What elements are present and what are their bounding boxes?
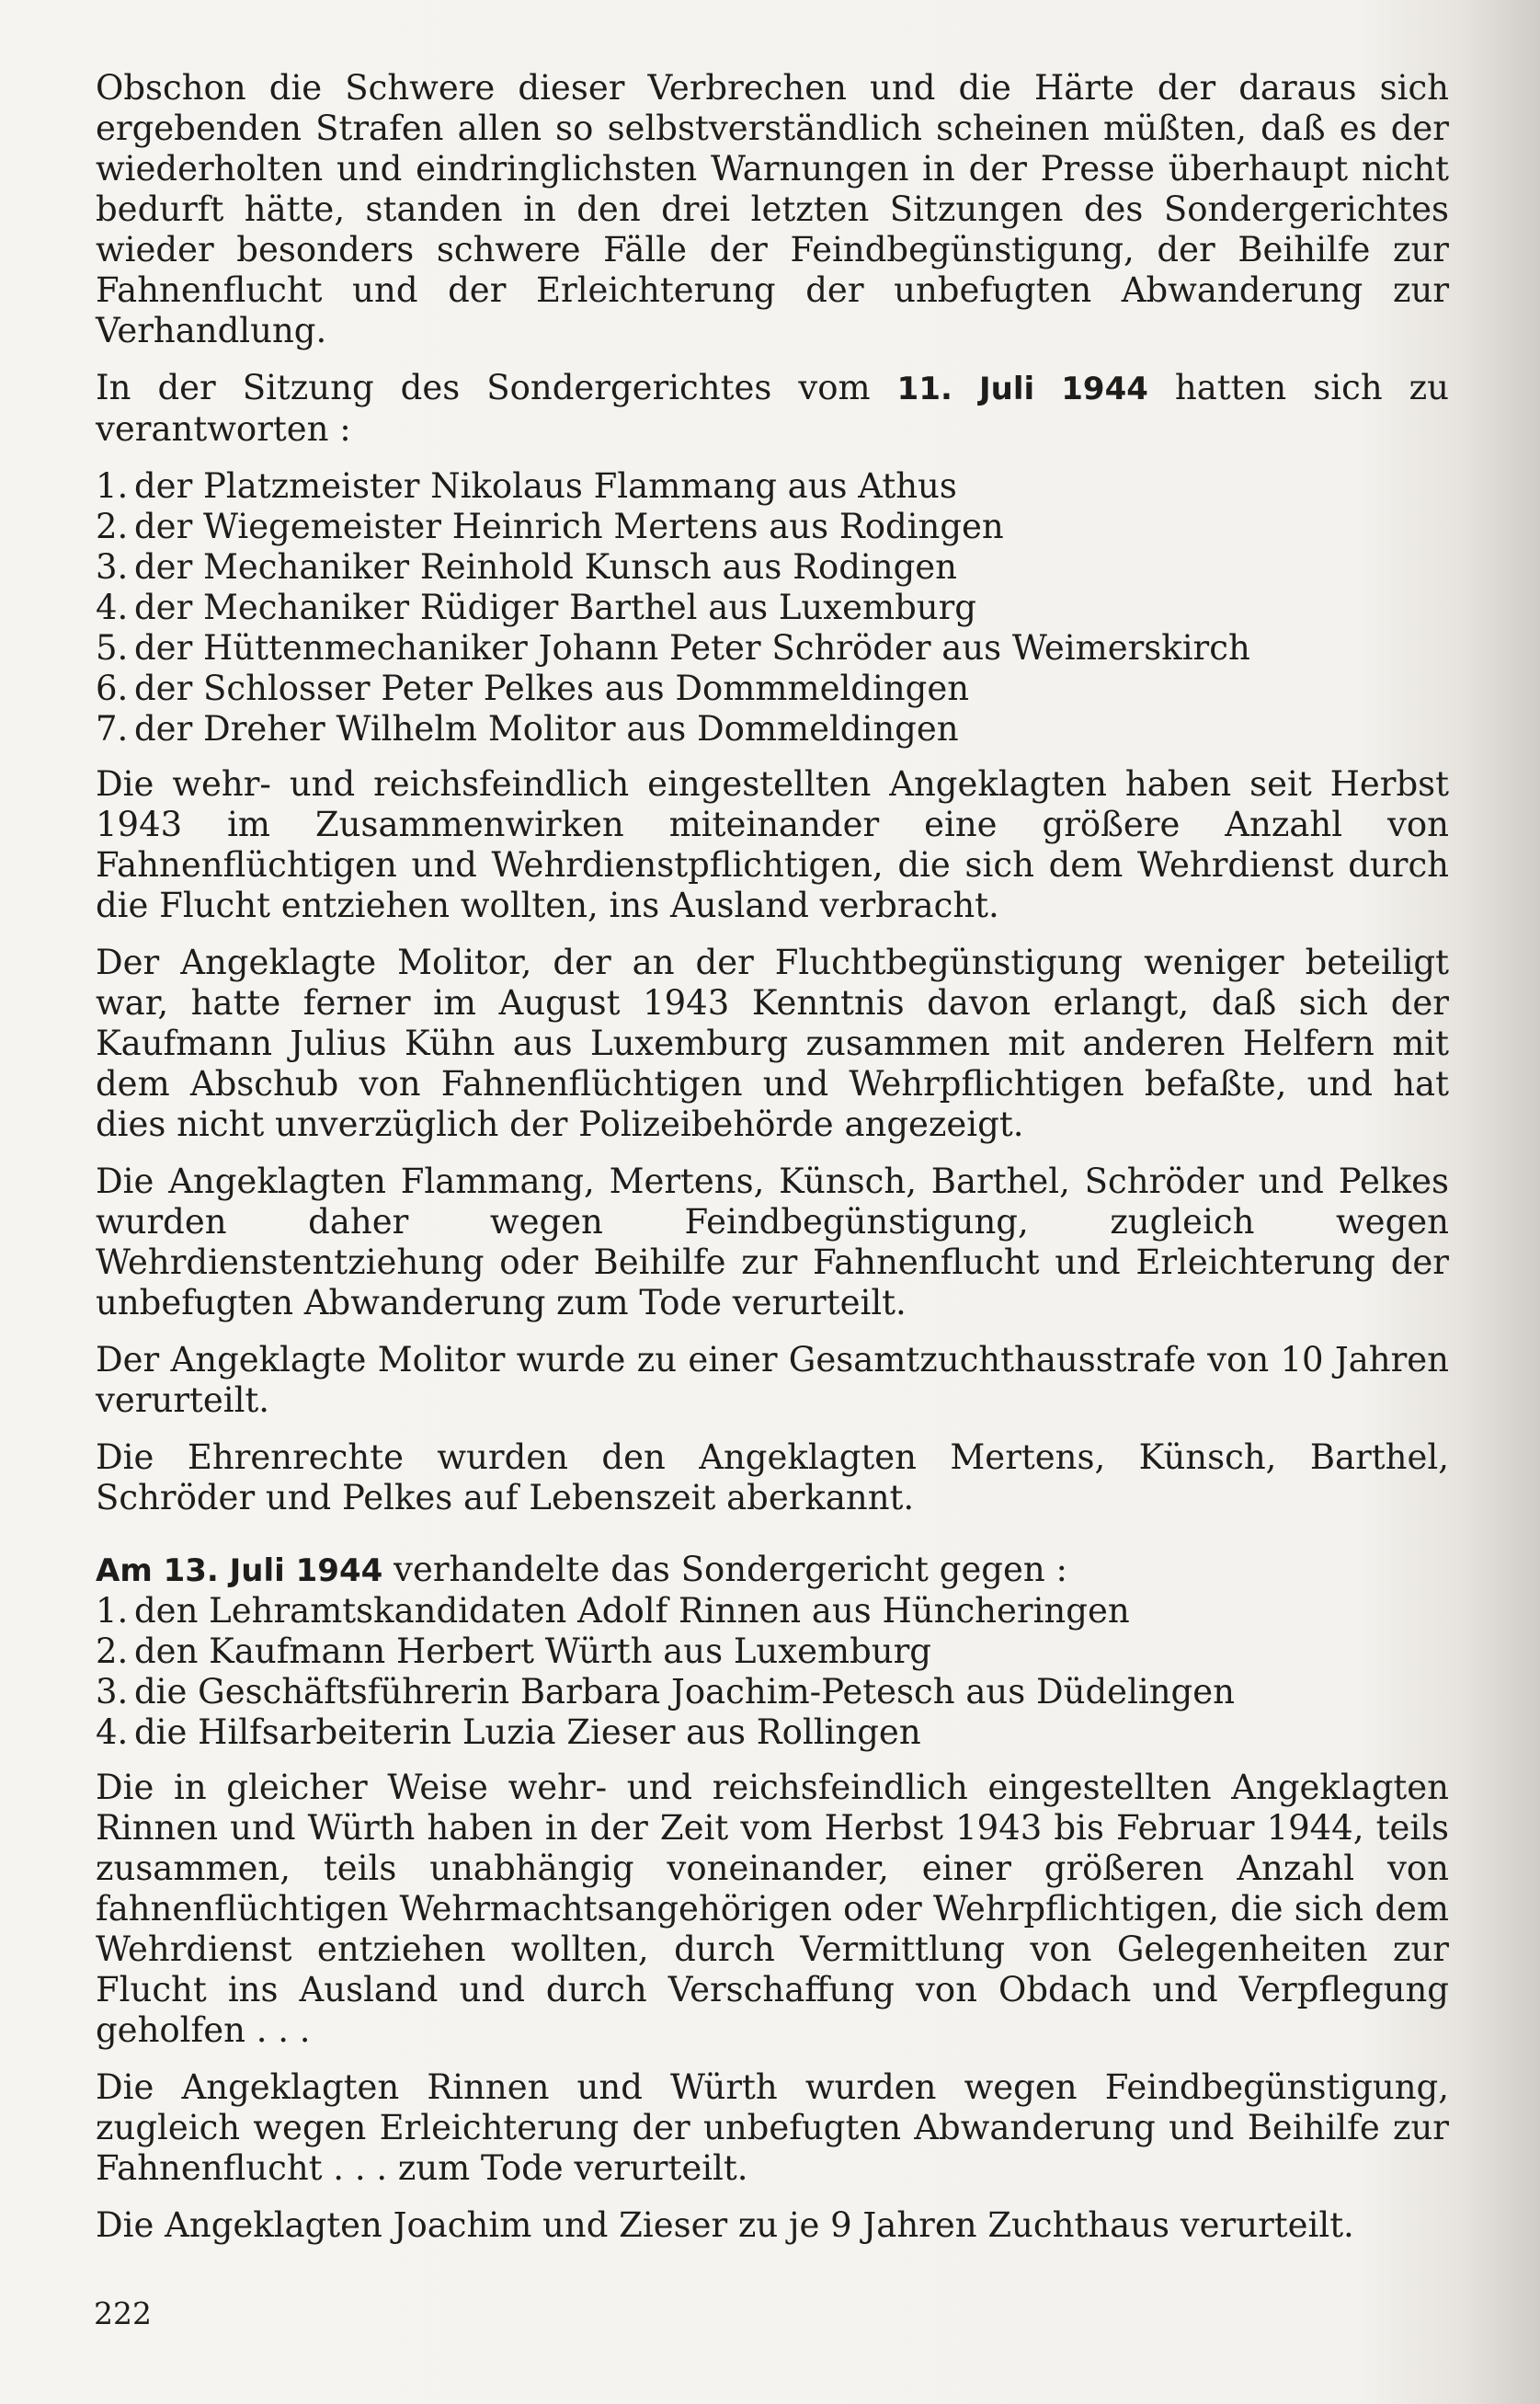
list-item: 1. den Lehramtskandidaten Adolf Rinnen aus Hüncheringen [96, 1591, 1130, 1631]
list-item: 1. der Platzmeister Nikolaus Flammang aus Athus [96, 466, 957, 506]
body-text [96, 68, 1449, 2262]
page-number: 222 [94, 2295, 152, 2331]
list-item: 2. den Kaufmann Herbert Würth aus Luxemburg [96, 1631, 931, 1671]
list-item: 4. der Mechaniker Rüdiger Barthel aus Luxemburg [96, 588, 976, 627]
paragraph-verdict-1: Die Angeklagten Flammang, Mertens, Künsch, Barthel, Schröder und Pelkes wurden daher wegen Feindbegünstigung, zugleich wegen Wehrdienstentziehung oder Beihilfe zur Fahnenflucht und Erleichterung der unbefugten Abwanderung zum Tode verurteilt. [96, 1162, 1449, 1322]
paragraph-intro: Obschon die Schwere dieser Verbrechen und die Härte der daraus sich ergebenden Strafen allen so selbstverständlich scheinen müßten, daß es der wiederholten und eindringlichsten Warnungen in der Presse überhaupt nicht bedurft hätte, standen in den drei letzten Sitzungen des Sondergerichtes wieder besonders schwere Fälle der Feindbegünstigung, der Beihilfe zur Fahnenflucht und der Erleichterung der unbefugten Abwanderung zur Verhandlung. [96, 68, 1449, 350]
list-item: 7. der Dreher Wilhelm Molitor aus Dommeldingen [96, 709, 959, 749]
paragraph-civil-rights: Die Ehrenrechte wurden den Angeklagten Mertens, Künsch, Barthel, Schröder und Pelkes auf Lebenszeit aberkannt. [96, 1437, 1449, 1517]
list-item: 4. die Hilfsarbeiterin Luzia Zieser aus Rollingen [96, 1712, 921, 1752]
paragraph-verdict-2: Die Angeklagten Rinnen und Würth wurden wegen Feindbegünstigung, zugleich wegen Erleichterung der unbefugten Abwanderung und Beihilfe zur Fahnenflucht . . . zum Tode verurteilt. [96, 2067, 1449, 2188]
list-item: 5. der Hüttenmechaniker Johann Peter Schröder aus Weimerskirch [96, 628, 1250, 668]
paragraph-verdict-3: Die Angeklagten Joachim und Zieser zu je 9 Jahren Zuchthaus verurteilt. [96, 2205, 1354, 2245]
defendants-list-2 [96, 1591, 1449, 1753]
paragraph-session-2: Am 13. Juli 1944 verhandelte das Sondergericht gegen : [96, 1550, 1067, 1589]
paragraph-molitor: Der Angeklagte Molitor, der an der Fluchtbegünstigung weniger beteiligt war, hatte ferner im August 1943 Kenntnis davon erlangt, daß sich der Kaufmann Julius Kühn aus Luxemburg zusammen mit anderen Helfern mit dem Abschub von Fahnenflüchtigen und Wehrpflichtigen befaßte, und hat dies nicht unverzüglich der Polizeibehörde angezeigt. [96, 943, 1449, 1144]
session-date-1: 11. Juli 1944 [896, 371, 1148, 407]
paragraph-session-1: In der Sitzung des Sondergerichtes vom 11. Juli 1944 hatten sich zu verantworten : [96, 368, 1449, 449]
paragraph-charges: Die wehr- und reichsfeindlich eingestellten Angeklagten haben seit Herbst 1943 im Zusammenwirken miteinander eine größere Anzahl von Fahnenflüchtigen und Wehrdienstpflichtigen, die sich dem Wehrdienst durch die Flucht entziehen wollten, ins Ausland verbracht. [96, 764, 1449, 925]
session-date-2: Am 13. Juli 1944 [96, 1552, 383, 1589]
paragraph-molitor-sentence: Der Angeklagte Molitor wurde zu einer Gesamtzuchthausstrafe von 10 Jahren verurteilt. [96, 1340, 1449, 1420]
list-item: 3. die Geschäftsführerin Barbara Joachim-Petesch aus Düdelingen [96, 1672, 1235, 1711]
list-item: 3. der Mechaniker Reinhold Kunsch aus Rodingen [96, 547, 957, 587]
defendants-list-1 [96, 466, 1449, 750]
paragraph-charges-2: Die in gleicher Weise wehr- und reichsfeindlich eingestellten Angeklagten Rinnen und Würth haben in der Zeit vom Herbst 1943 bis Februar 1944, teils zusammen, teils unabhängig voneinander, einer größeren Anzahl von fahnenflüchtigen Wehrmachtsangehörigen oder Wehrpflichtigen, die sich dem Wehrdienst entziehen wollten, durch Vermittlung von Gelegenheiten zur Flucht ins Ausland und durch Verschaffung von Obdach und Verpflegung geholfen . . . [96, 1768, 1449, 2050]
list-item: 6. der Schlosser Peter Pelkes aus Dommmeldingen [96, 669, 970, 708]
list-item: 2. der Wiegemeister Heinrich Mertens aus Rodingen [96, 507, 1004, 546]
